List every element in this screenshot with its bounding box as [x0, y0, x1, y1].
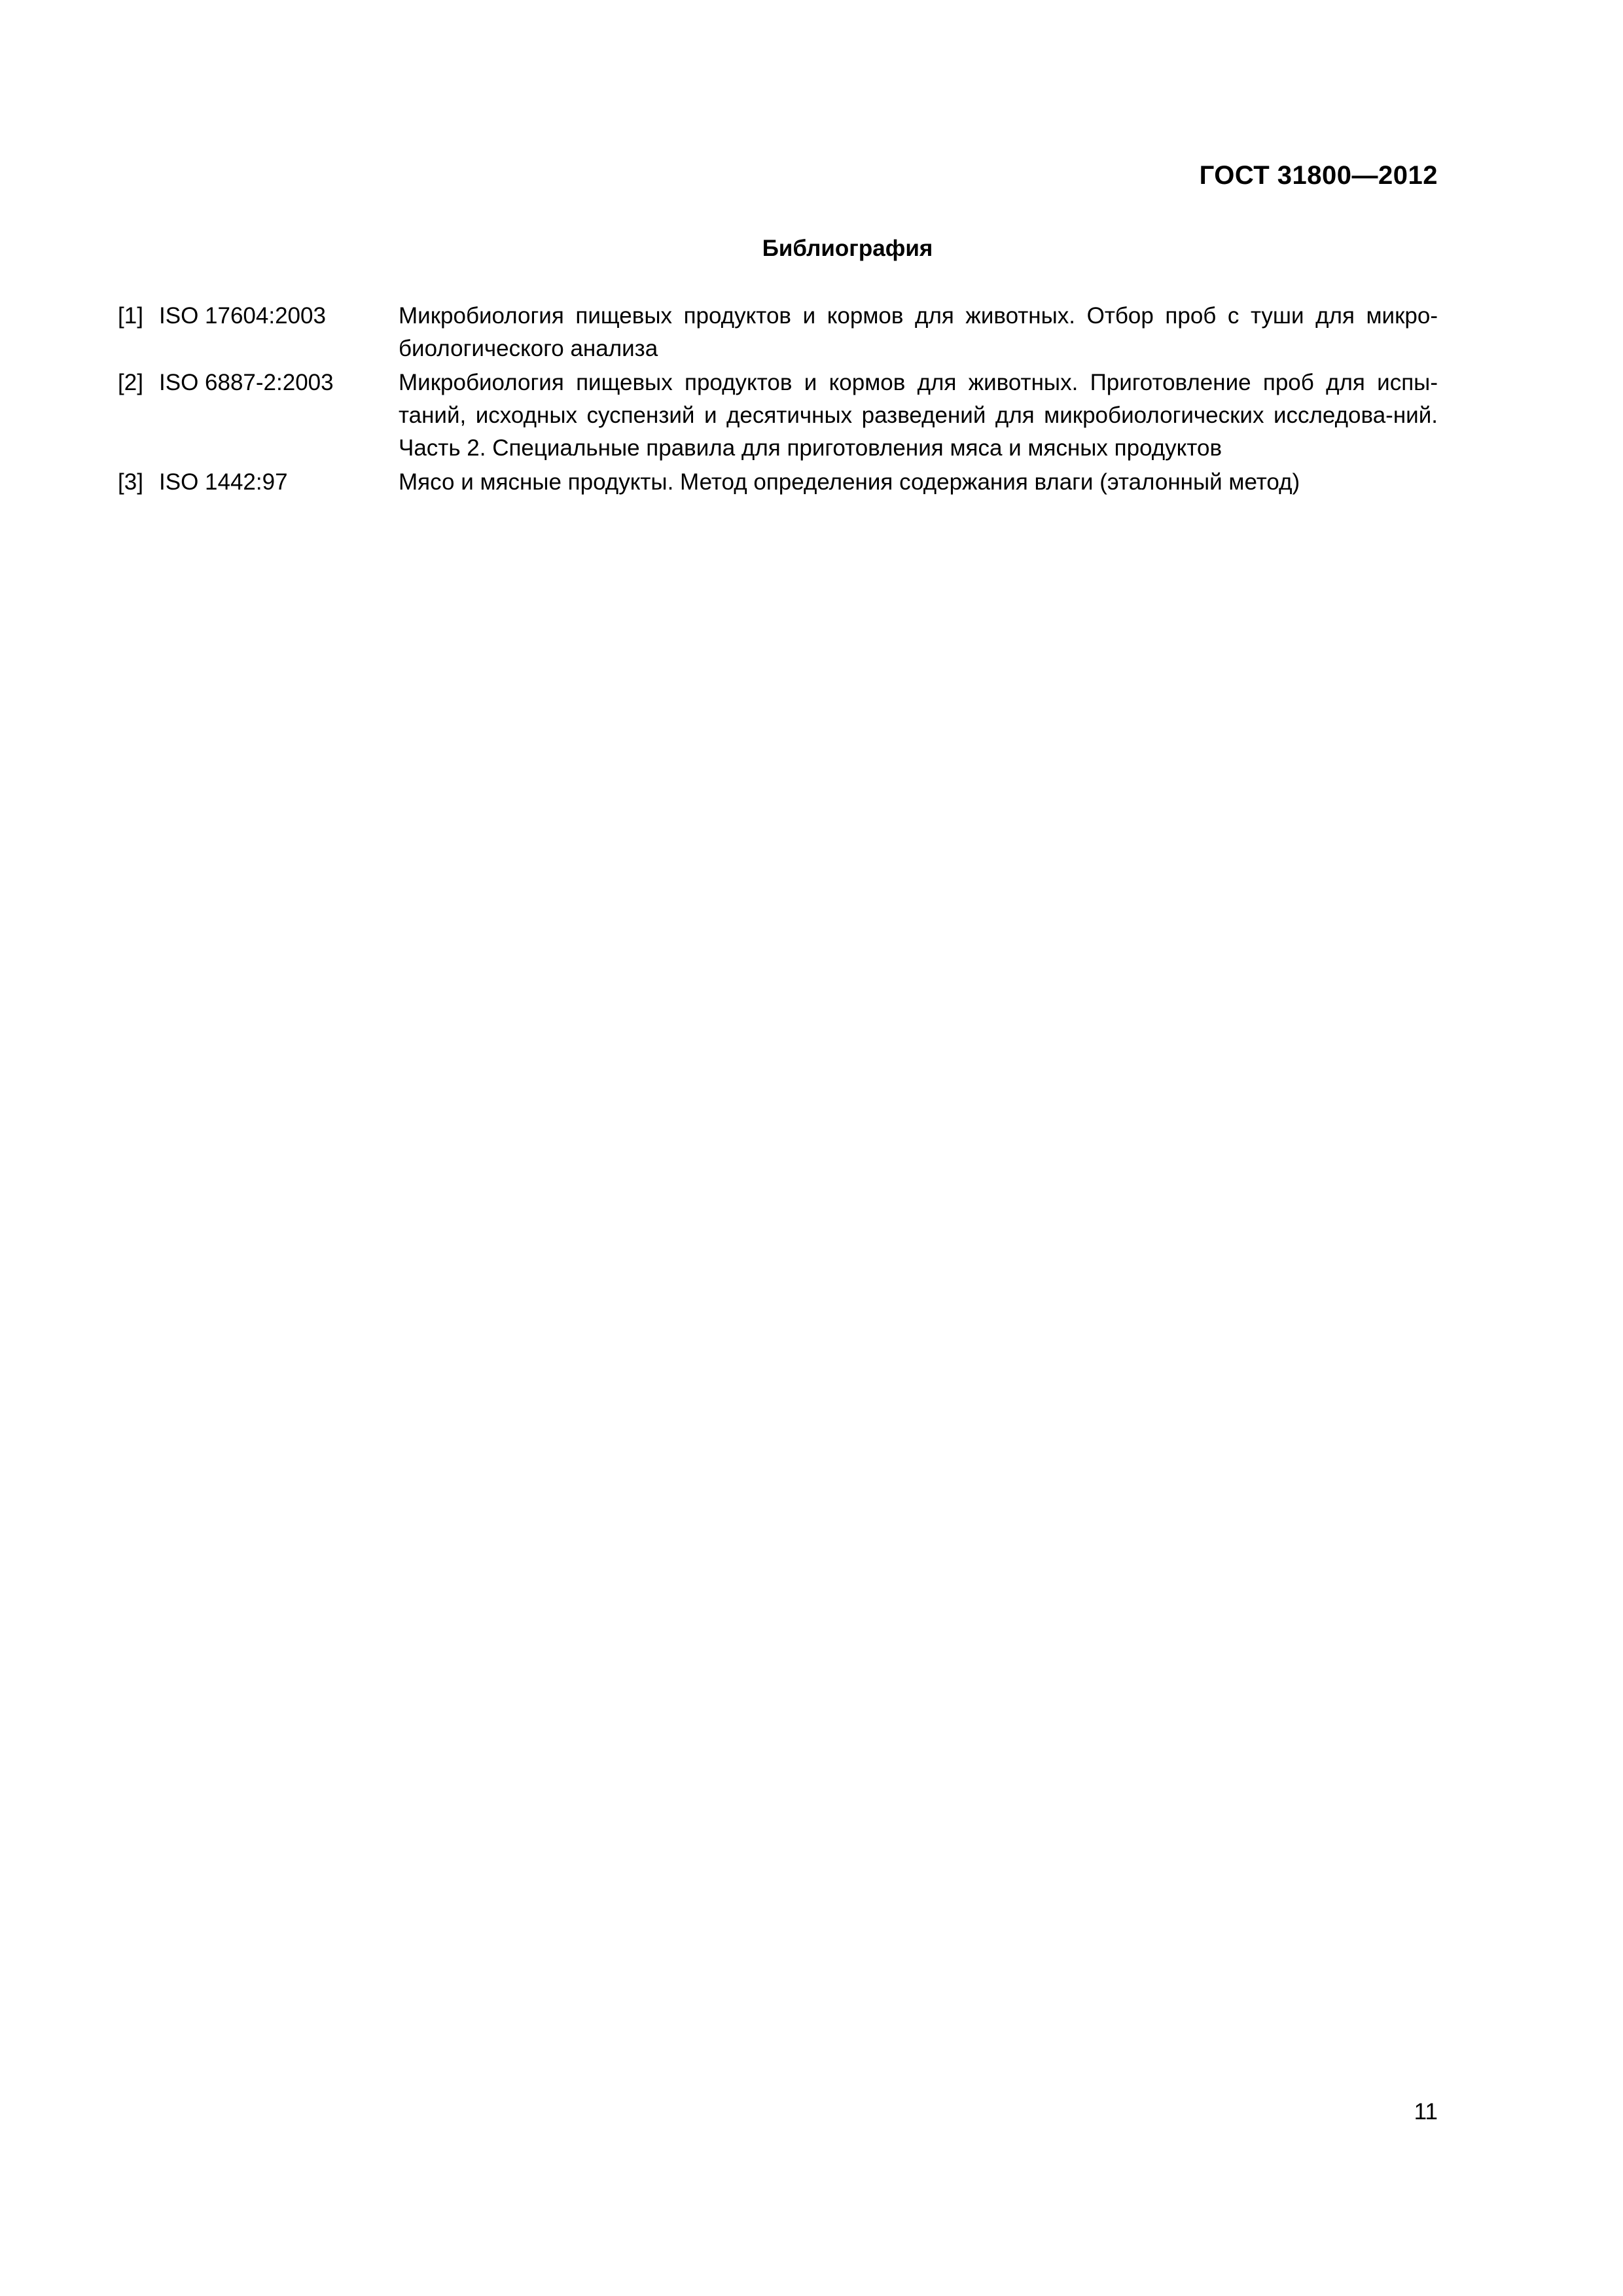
entry-reference: ISO 17604:2003 — [159, 303, 326, 329]
entry-number: [1] — [118, 303, 143, 329]
entry-number: [2] — [118, 370, 143, 395]
entry-reference: ISO 1442:97 — [159, 469, 288, 495]
entry-reference: ISO 6887-2:2003 — [159, 370, 334, 395]
bibliography-entry — [118, 466, 1438, 499]
bibliography-entry — [118, 300, 1438, 365]
entry-number: [3] — [118, 469, 143, 495]
document-number: ГОСТ 31800—2012 — [1199, 161, 1438, 190]
page-number: 11 — [1414, 2099, 1438, 2125]
bibliography-list — [118, 300, 1438, 500]
entry-title: Микробиология пищевых продуктов и кормов для животных. Отбор проб с туши для микро-биологического анализа — [399, 303, 1438, 361]
entry-title: Мясо и мясные продукты. Метод определения содержания влаги (эталонный метод) — [399, 469, 1300, 495]
entry-title: Микробиология пищевых продуктов и кормов для животных. Приготовление проб для испы-таний, исходных суспензий и десятичных разведений для микробиологических исследова-ний. Часть 2. Специальные правила для приготовления мяса и мясных продуктов — [399, 370, 1438, 461]
section-title: Библиография — [762, 236, 933, 261]
bibliography-entry — [118, 367, 1438, 465]
